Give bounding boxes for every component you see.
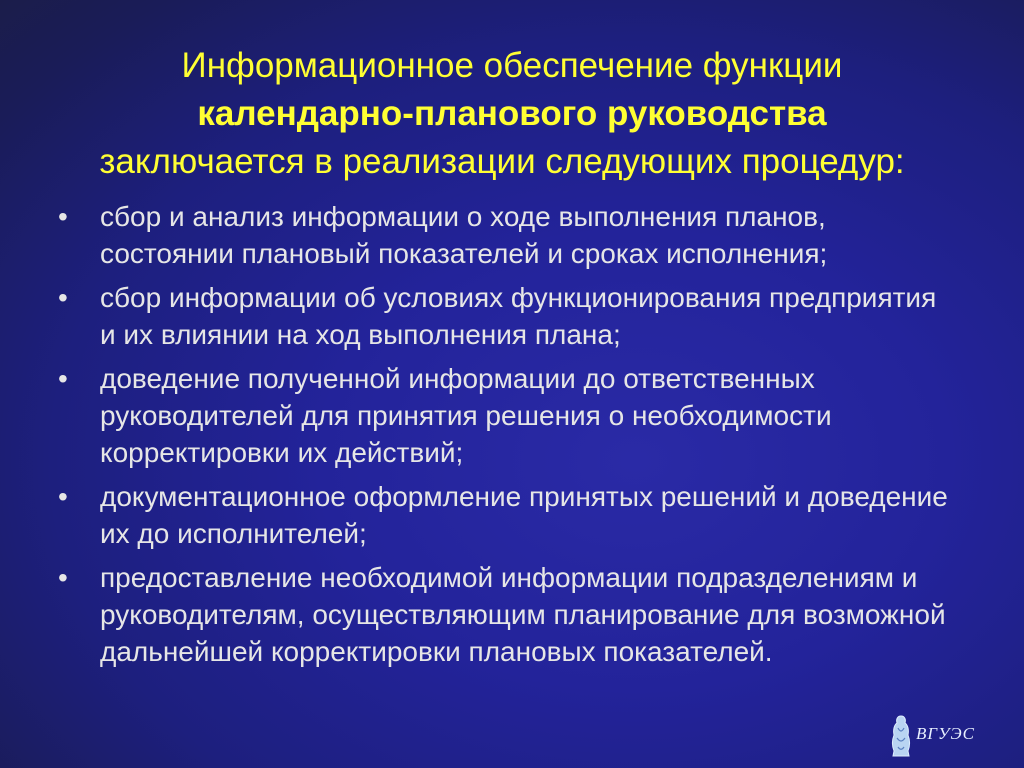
university-logo xyxy=(886,712,996,760)
slide-title xyxy=(0,42,1024,186)
logo-text: ВГУЭС xyxy=(916,724,975,743)
list-item xyxy=(58,198,958,272)
list-item xyxy=(58,478,958,552)
bullet-marker: • xyxy=(58,201,68,232)
list-item xyxy=(58,559,958,670)
title-line-3: заключается в реализации следующих процедур: xyxy=(99,142,905,181)
bullet-marker: • xyxy=(58,481,68,512)
list-item-text: сбор и анализ информации о ходе выполнения планов, состоянии плановый показателей и сроках исполнения; xyxy=(100,201,828,269)
bullet-list xyxy=(58,198,958,677)
bullet-marker: • xyxy=(58,282,68,313)
list-item-text: документационное оформление принятых решений и доведение их до исполнителей; xyxy=(100,481,948,549)
bullet-marker: • xyxy=(58,363,68,394)
bullet-marker: • xyxy=(58,562,68,593)
list-item xyxy=(58,279,958,353)
title-line-1: Информационное обеспечение функции xyxy=(181,46,843,85)
list-item xyxy=(58,360,958,471)
university-emblem-icon xyxy=(888,714,914,758)
list-item-text: предоставление необходимой информации подразделениям и руководителям, осуществляющим планирование для возможной дальнейшей корректировки плановых показателей. xyxy=(100,562,946,667)
list-item-text: доведение полученной информации до ответственных руководителей для принятия решения о необходимости корректировки их действий; xyxy=(100,363,832,468)
title-line-2: календарно-планового руководства xyxy=(197,94,827,133)
list-item-text: сбор информации об условиях функционирования предприятия и их влиянии на ход выполнения плана; xyxy=(100,282,937,350)
